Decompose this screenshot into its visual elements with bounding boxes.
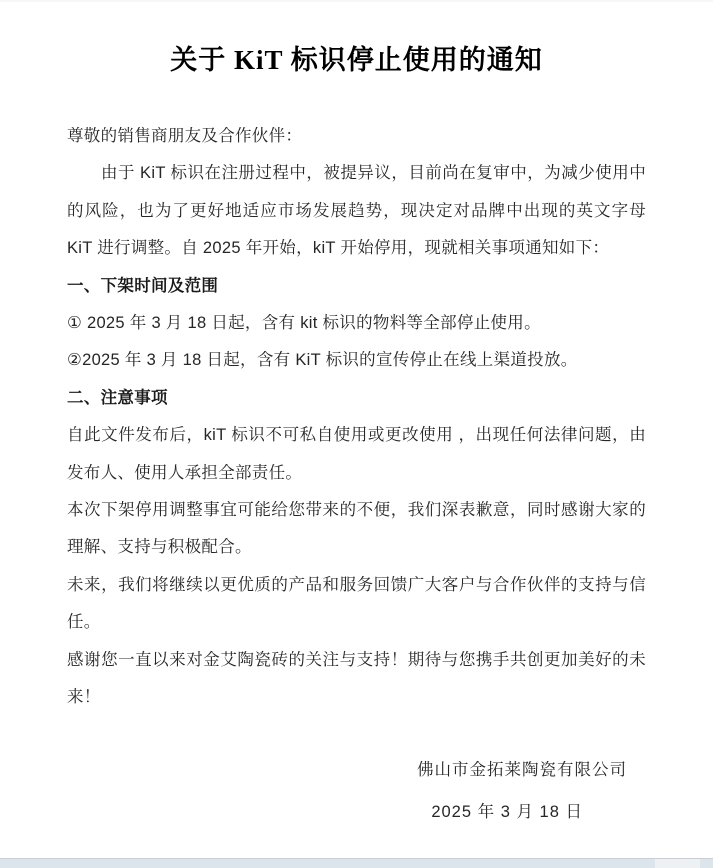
- section1-item-2: ②2025 年 3 月 18 日起，含有 KiT 标识的宣传停止在线上渠道投放。: [67, 351, 578, 370]
- bottom-bar-highlight: [655, 859, 700, 868]
- section2-paragraph-3: 未来，我们将继续以更优质的产品和服务回馈广大客户与合作伙伴的支持与信任。: [67, 575, 646, 632]
- section1-item-1: ① 2025 年 3 月 18 日起，含有 kit 标识的物料等全部停止使用。: [67, 314, 541, 333]
- section2-heading: 二、注意事项: [67, 388, 168, 407]
- bottom-bar: [0, 858, 713, 868]
- document-title: 关于 KiT 标识停止使用的通知: [170, 45, 543, 75]
- document-body: [67, 118, 646, 717]
- section2-paragraph-1: 自此文件发布后，kiT 标识不可私自使用或更改使用 ，出现任何法律问题，由发布人、使用人承担全部责任。: [67, 426, 646, 482]
- intro-paragraph: 由于 KiT 标识在注册过程中，被提异议，目前尚在复审中，为减少使用中的风险，也为了更好地适应市场发展趋势，现决定对品牌中出现的英文字母 KiT 进行调整。自 2025 年开始，kiT 开始停用，现就相关事项通知如下：: [67, 164, 646, 258]
- section2-paragraph-4: 感谢您一直以来对金艾陶瓷砖的关注与支持！期待与您携手共创更加美好的未来！: [67, 650, 646, 707]
- section1-heading: 一、下架时间及范围: [67, 276, 219, 295]
- signature-block: [67, 755, 646, 827]
- signature-date: 2025 年 3 月 18 日: [431, 802, 583, 821]
- section2-paragraph-2: 本次下架停用调整事宜可能给您带来的不便，我们深表歉意，同时感谢大家的理解、支持与积极配合。: [67, 501, 646, 557]
- salutation: 尊敬的销售商朋友及合作伙伴：: [67, 127, 303, 145]
- signature-company: 佛山市金拓莱陶瓷有限公司: [417, 760, 627, 779]
- top-edge-divider: [0, 0, 713, 2]
